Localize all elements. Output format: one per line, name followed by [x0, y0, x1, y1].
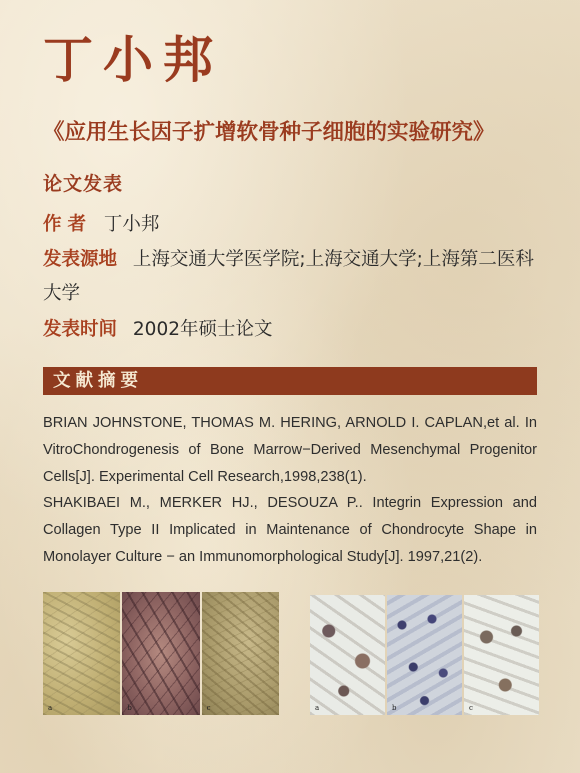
time-field: [43, 313, 543, 347]
time-label: 发表时间: [43, 319, 118, 340]
micrograph-panel: [464, 595, 539, 715]
author-field: [43, 208, 543, 242]
author-value: 丁小邦: [103, 214, 160, 235]
author-label: 作者: [43, 214, 93, 235]
micrograph-panel: [202, 592, 279, 715]
panel-label: c: [469, 704, 473, 712]
panel-label: c: [206, 704, 211, 712]
thesis-title: 《应用生长因子扩增软骨种子细胞的实验研究》: [43, 120, 495, 145]
author-name-heading: 丁小邦: [43, 31, 223, 89]
reference-item: BRIAN JOHNSTONE, THOMAS M. HERING, ARNOLD I. CAPLAN,et al. In VitroChondrogenesis of Bone Marrow−Derived Mesenchymal Progenitor Cells[J]. Experimental Cell Research,1998,238(1).: [43, 415, 537, 485]
micrograph-panel: [122, 592, 199, 715]
immunostain-figure: [310, 595, 539, 715]
section-heading: 论文发表: [43, 173, 124, 195]
cell-culture-figure: [43, 592, 279, 715]
source-label: 发表源地: [43, 249, 118, 270]
panel-label: a: [315, 704, 320, 712]
panel-label: b: [392, 704, 397, 712]
panel-label: a: [48, 704, 53, 712]
panel-label: b: [127, 704, 132, 712]
micrograph-panel: [310, 595, 385, 715]
abstract-heading: 文献摘要: [53, 371, 143, 391]
abstract-banner: [43, 367, 537, 395]
micrograph-panel: [387, 595, 462, 715]
source-field: [43, 243, 543, 311]
reference-list: [43, 410, 537, 571]
source-value: 上海交通大学医学院;上海交通大学;上海第二医科大学: [43, 249, 534, 304]
time-value: 2002年硕士论文: [132, 319, 273, 340]
micrograph-panel: [43, 592, 120, 715]
reference-item: SHAKIBAEI M., MERKER HJ., DESOUZA P.. Integrin Expression and Collagen Type II Implicated in Maintenance of Chondrocyte Shape in Monolayer Culture − an Immunomorphological Study[J]. 1997,21(2).: [43, 495, 537, 565]
